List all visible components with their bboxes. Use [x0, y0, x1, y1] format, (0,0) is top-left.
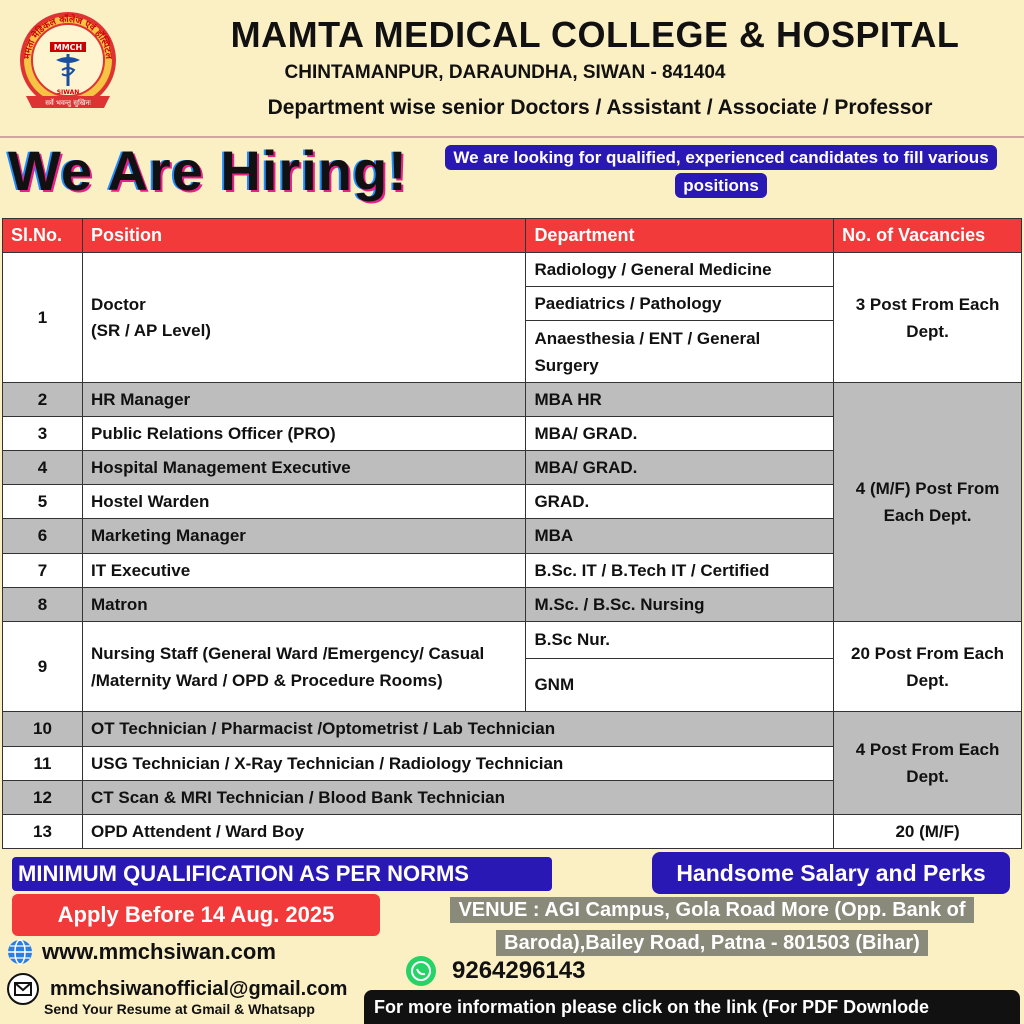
row-department: MBA/ GRAD. — [526, 451, 834, 485]
table-row — [3, 622, 1022, 659]
more-info-link[interactable]: For more information please click on the link (For PDF Downlode — [364, 990, 1020, 1024]
website-link[interactable] — [6, 938, 276, 966]
row-department: GNM — [526, 659, 834, 712]
row-position: Hospital Management Executive — [82, 451, 525, 485]
row-position: OPD Attendent / Ward Boy — [82, 815, 833, 849]
row-position: Matron — [82, 588, 525, 622]
row-position: IT Executive — [82, 554, 525, 588]
header-position: Position — [82, 219, 525, 253]
college-logo — [12, 8, 124, 120]
row-vacancies: 20 (M/F) — [834, 815, 1022, 849]
vacancy-table — [2, 218, 1022, 849]
table-row — [3, 815, 1022, 849]
row-sl: 3 — [3, 417, 83, 451]
row-position: USG Technician / X-Ray Technician / Radiology Technician — [82, 747, 833, 781]
table-row — [3, 383, 1022, 417]
table-row — [3, 712, 1022, 747]
row-department: GRAD. — [526, 485, 834, 519]
row-sl: 7 — [3, 554, 83, 588]
row-position: Doctor (SR / AP Level) — [82, 253, 525, 383]
logo-motto: सर्वे भवन्तु सुखिनः — [45, 99, 91, 107]
whatsapp-icon — [404, 954, 438, 988]
page-title: MAMTA MEDICAL COLLEGE & HOSPITAL — [230, 14, 960, 55]
row-department: MBA/ GRAD. — [526, 417, 834, 451]
row-position: CT Scan & MRI Technician / Blood Bank Technician — [82, 781, 833, 815]
row-position: HR Manager — [82, 383, 525, 417]
subtitle: Department wise senior Doctors / Assistant / Associate / Professor — [267, 96, 933, 119]
row-position: Hostel Warden — [82, 485, 525, 519]
row-department: M.Sc. / B.Sc. Nursing — [526, 588, 834, 622]
row-department: B.Sc Nur. — [526, 622, 834, 659]
hiring-headline: We Are Hiring! — [8, 139, 408, 202]
row-sl: 1 — [3, 253, 83, 383]
header-vacancies: No. of Vacancies — [834, 219, 1022, 253]
header-department: Department — [526, 219, 834, 253]
row-vacancies: 4 (M/F) Post From Each Dept. — [834, 383, 1022, 622]
row-department: Anaesthesia / ENT / General Surgery — [526, 321, 834, 383]
table-header-row — [3, 219, 1022, 253]
header-sl: Sl.No. — [3, 219, 83, 253]
salary-badge: Handsome Salary and Perks — [652, 852, 1010, 894]
row-department: B.Sc. IT / B.Tech IT / Certified — [526, 554, 834, 588]
row-sl: 5 — [3, 485, 83, 519]
venue — [412, 894, 1012, 960]
globe-icon — [6, 938, 34, 966]
mail-icon — [6, 972, 40, 1006]
tagline-text: We are looking for qualified, experienced candidates to fill various positions — [445, 145, 996, 198]
min-qualification-badge: MINIMUM QUALIFICATION AS PER NORMS — [12, 857, 552, 891]
phone-number: 9264296143 — [452, 957, 586, 984]
row-sl: 4 — [3, 451, 83, 485]
row-sl: 8 — [3, 588, 83, 622]
row-sl: 12 — [3, 781, 83, 815]
row-sl: 2 — [3, 383, 83, 417]
row-department: MBA HR — [526, 383, 834, 417]
row-department: Paediatrics / Pathology — [526, 287, 834, 321]
email-text: mmchsiwanofficial@gmail.com — [50, 977, 348, 1000]
row-vacancies: 4 Post From Each Dept. — [834, 712, 1022, 815]
row-sl: 10 — [3, 712, 83, 747]
row-sl: 11 — [3, 747, 83, 781]
tagline — [430, 144, 1012, 200]
row-department: Radiology / General Medicine — [526, 253, 834, 287]
website-text: www.mmchsiwan.com — [42, 939, 276, 964]
row-sl: 9 — [3, 622, 83, 712]
row-sl: 13 — [3, 815, 83, 849]
logo-abbr: MMCH — [53, 43, 83, 52]
row-vacancies: 3 Post From Each Dept. — [834, 253, 1022, 383]
send-resume-note: Send Your Resume at Gmail & Whatsapp — [44, 1001, 315, 1017]
row-position: Public Relations Officer (PRO) — [82, 417, 525, 451]
address: CHINTAMANPUR, DARAUNDHA, SIWAN - 841404 — [284, 62, 726, 83]
logo-arc-text: ममता मेडिकल कॉलेज एवं हॉस्पिटल — [22, 14, 114, 60]
whatsapp-phone[interactable] — [404, 954, 585, 988]
row-sl: 6 — [3, 519, 83, 554]
venue-text: VENUE : AGI Campus, Gola Road More (Opp. Bank of Baroda),Bailey Road, Patna - 801503 (Bihar) — [450, 897, 973, 956]
row-department: MBA — [526, 519, 834, 554]
row-position: Nursing Staff (General Ward /Emergency/ Casual /Maternity Ward / OPD & Procedure Rooms) — [82, 622, 525, 712]
row-vacancies: 20 Post From Each Dept. — [834, 622, 1022, 712]
logo-city: SIWAN — [56, 89, 80, 96]
table-row — [3, 253, 1022, 287]
row-position: Marketing Manager — [82, 519, 525, 554]
apply-deadline-badge: Apply Before 14 Aug. 2025 — [12, 894, 380, 936]
row-position: OT Technician / Pharmacist /Optometrist / Lab Technician — [82, 712, 833, 747]
